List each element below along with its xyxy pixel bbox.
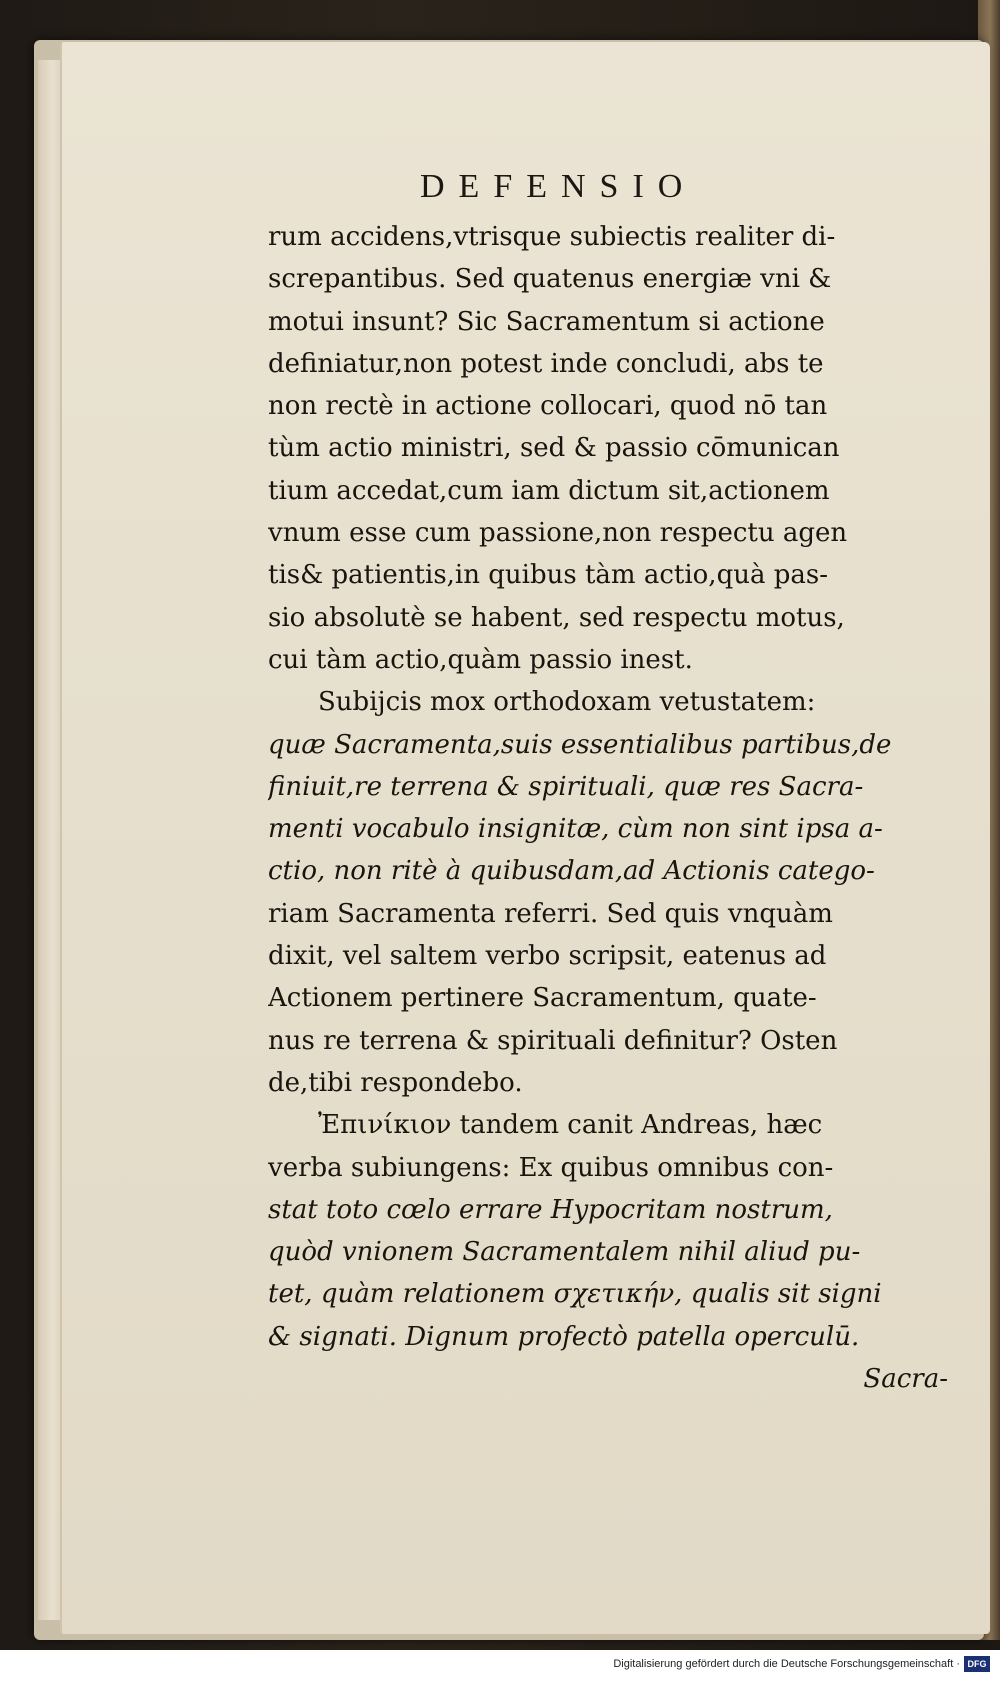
paragraph-start-line: Ἐπινίκιον tandem canit Andreas, hæc bbox=[318, 1110, 823, 1141]
text-line: motui insunt? Sic Sacramentum si actione bbox=[268, 306, 825, 337]
page-fore-edge bbox=[38, 60, 62, 1620]
text-line: sio absolutè se habent, sed respectu motus, bbox=[268, 602, 845, 633]
text-line: tùm actio ministri, sed & passio cōmunican bbox=[268, 433, 840, 464]
paragraph-start-line: Subijcis mox orthodoxam vetustatem: bbox=[318, 687, 816, 718]
text-line: tis& patientis,in quibus tàm actio,quà pas- bbox=[268, 560, 828, 591]
quotation-line: finiuit,re terrena & spirituali, quæ res Sacra- bbox=[268, 771, 864, 802]
text-line: rum accidens,vtrisque subiectis realiter di- bbox=[268, 222, 836, 252]
text-line: cui tàm actio,quàm passio inest. bbox=[268, 644, 693, 675]
catchword: Sacra- bbox=[863, 1364, 948, 1395]
text-line: Actionem pertinere Sacramentum, quate- bbox=[268, 983, 817, 1014]
text-line: screpantibus. Sed quatenus energiæ vni & bbox=[268, 264, 832, 295]
funding-credit: Digitalisierung gefördert durch die Deutsche Forschungsgemeinschaft · bbox=[613, 1658, 960, 1670]
text-line: vnum esse cum passione,non respectu agen bbox=[268, 518, 848, 549]
text-line: tium accedat,cum iam dictum sit,actionem bbox=[268, 475, 830, 506]
digitization-footer bbox=[0, 1650, 1000, 1681]
text-line: de,tibi respondebo. bbox=[268, 1067, 523, 1098]
text-line: non rectè in actione collocari, quod nō tan bbox=[268, 391, 828, 422]
text-line: verba subiungens: Ex quibus omnibus con- bbox=[268, 1152, 834, 1183]
quotation-line: stat toto cœlo errare Hypocritam nostrum, bbox=[268, 1194, 833, 1225]
quotation-line: ctio, non ritè à quibusdam,ad Actionis catego- bbox=[268, 856, 875, 887]
quotation-line: quòd vnionem Sacramentalem nihil aliud pu- bbox=[268, 1237, 861, 1268]
text-line: riam Sacramenta referri. Sed quis vnquàm bbox=[268, 898, 833, 929]
quotation-line: quæ Sacramenta,suis essentialibus partibus,de bbox=[268, 729, 892, 760]
dfg-logo: DFG bbox=[964, 1656, 990, 1672]
quotation-line: & signati. Dignum profectò patella operculū. bbox=[268, 1321, 860, 1352]
running-head: DEFENSIO bbox=[420, 168, 697, 205]
text-line: dixit, vel saltem verbo scripsit, eatenus ad bbox=[268, 941, 827, 972]
page-text-block bbox=[268, 216, 958, 1400]
quotation-line: menti vocabulo insignitæ, cùm non sint ipsa a- bbox=[268, 814, 883, 845]
text-line: nus re terrena & spirituali definitur? Osten bbox=[268, 1025, 838, 1056]
quotation-line: tet, quàm relationem σχετικήν, qualis sit signi bbox=[268, 1279, 882, 1310]
text-line: definiatur,non potest inde concludi, abs te bbox=[268, 348, 824, 379]
